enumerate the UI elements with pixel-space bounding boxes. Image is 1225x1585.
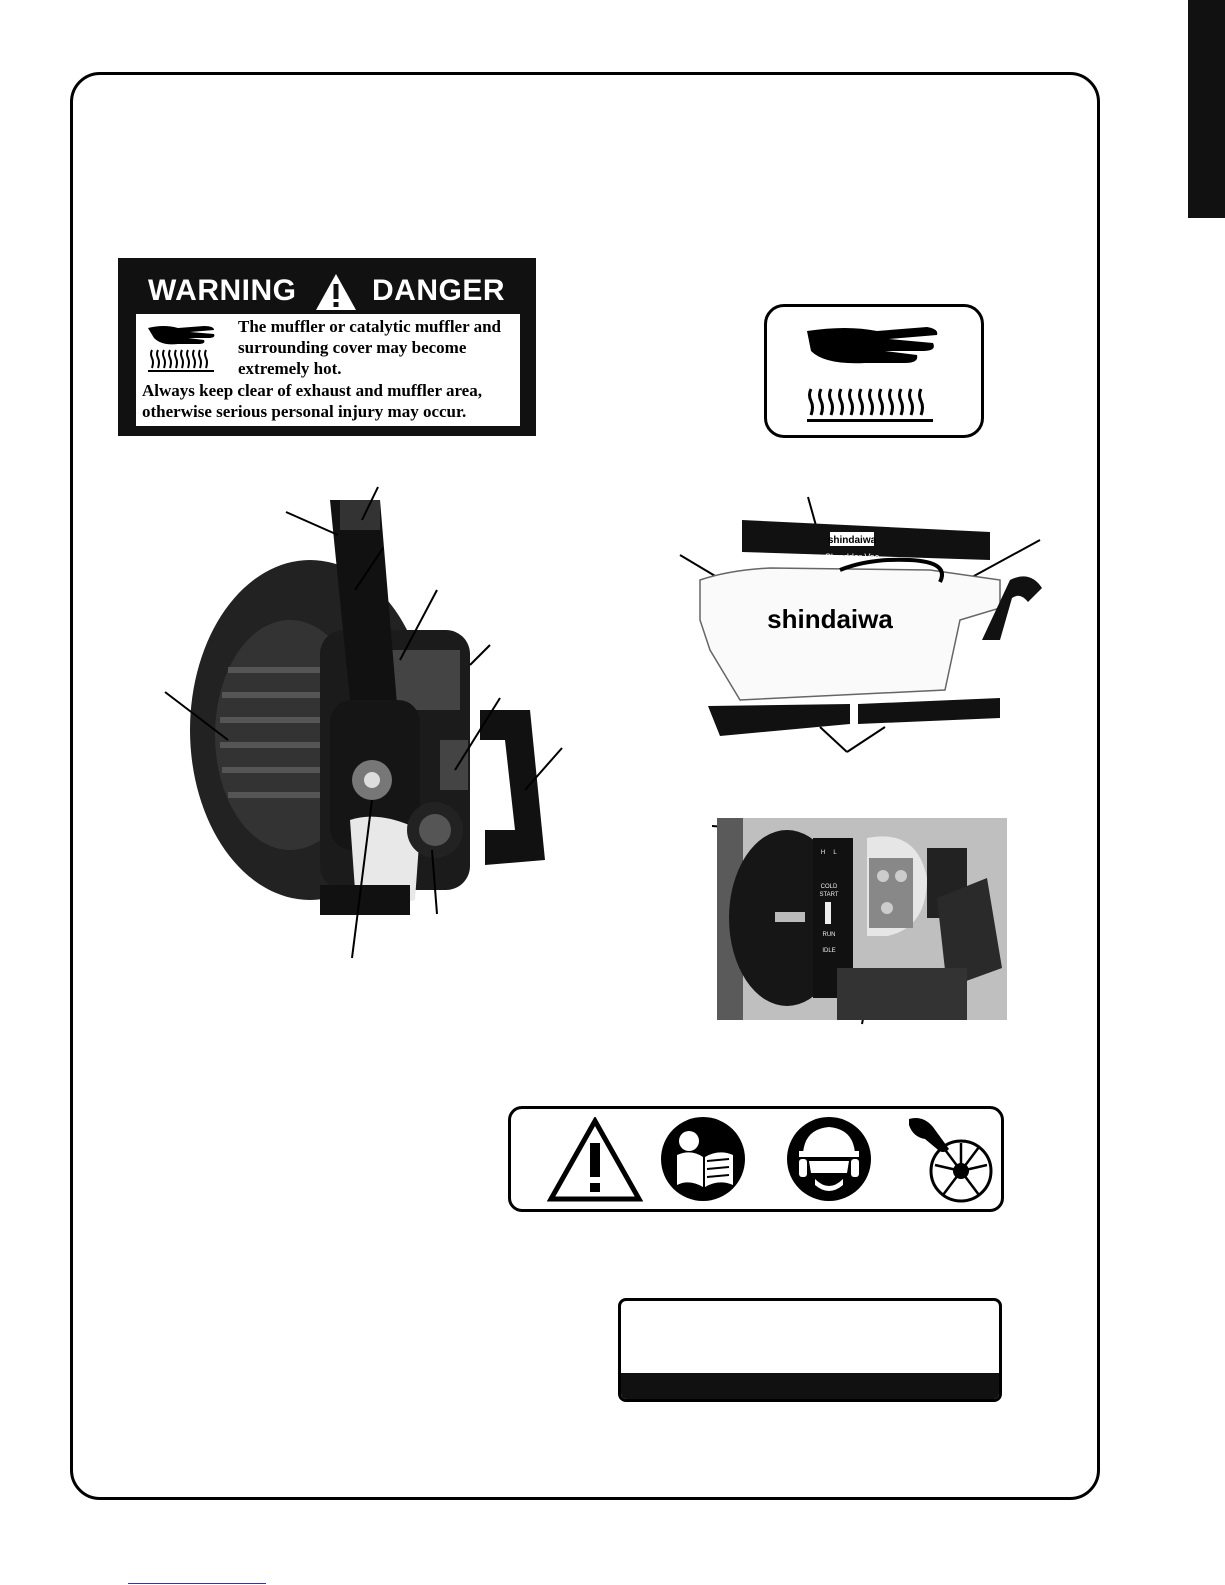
- eye-ear-protection-icon: [785, 1115, 873, 1203]
- warning-danger-decal: [118, 258, 536, 436]
- section-tab: [1188, 0, 1225, 218]
- info-plate: [618, 1298, 1002, 1402]
- shredder-vac-kit-image: [660, 490, 1060, 760]
- info-plate-bar: [621, 1373, 999, 1399]
- safety-pictogram-strip: [508, 1106, 1004, 1212]
- warning-triangle-icon: [547, 1117, 643, 1203]
- carb-mark-l: L: [833, 850, 837, 856]
- rotating-impeller-hazard-icon: [903, 1113, 995, 1205]
- decal-body: [136, 314, 520, 426]
- tube-label: Shredder Vac: [824, 552, 880, 562]
- footer-link-underline: [128, 1583, 266, 1584]
- danger-word: DANGER: [372, 274, 506, 307]
- warning-triangle-icon: [314, 272, 358, 312]
- decal-text-keep-clear: Always keep clear of exhaust and muffler area, otherwise serious personal injury may occur.: [142, 381, 482, 421]
- bag-brand: shindaiwa: [767, 604, 893, 634]
- hot-surface-icon: [767, 307, 981, 435]
- read-manual-icon: [659, 1115, 747, 1203]
- decal-text-hot: The muffler or catalytic muffler and surrounding cover may become extremely hot.: [238, 317, 501, 378]
- carb-mark-cold: COLD: [820, 884, 838, 890]
- hot-surface-pictogram: [764, 304, 984, 438]
- carb-mark-idle: IDLE: [822, 948, 836, 954]
- carburetor-adjustment-image: [717, 818, 1007, 1020]
- blower-unit-image: [150, 480, 570, 970]
- warning-word: WARNING: [148, 274, 297, 307]
- tube-brand: shindaiwa: [827, 535, 877, 546]
- decal-header: [118, 272, 536, 312]
- carb-mark-start: START: [819, 892, 839, 898]
- carb-mark-run: RUN: [822, 932, 836, 938]
- hot-surface-icon: [144, 320, 230, 376]
- carb-mark-h: H: [820, 850, 826, 856]
